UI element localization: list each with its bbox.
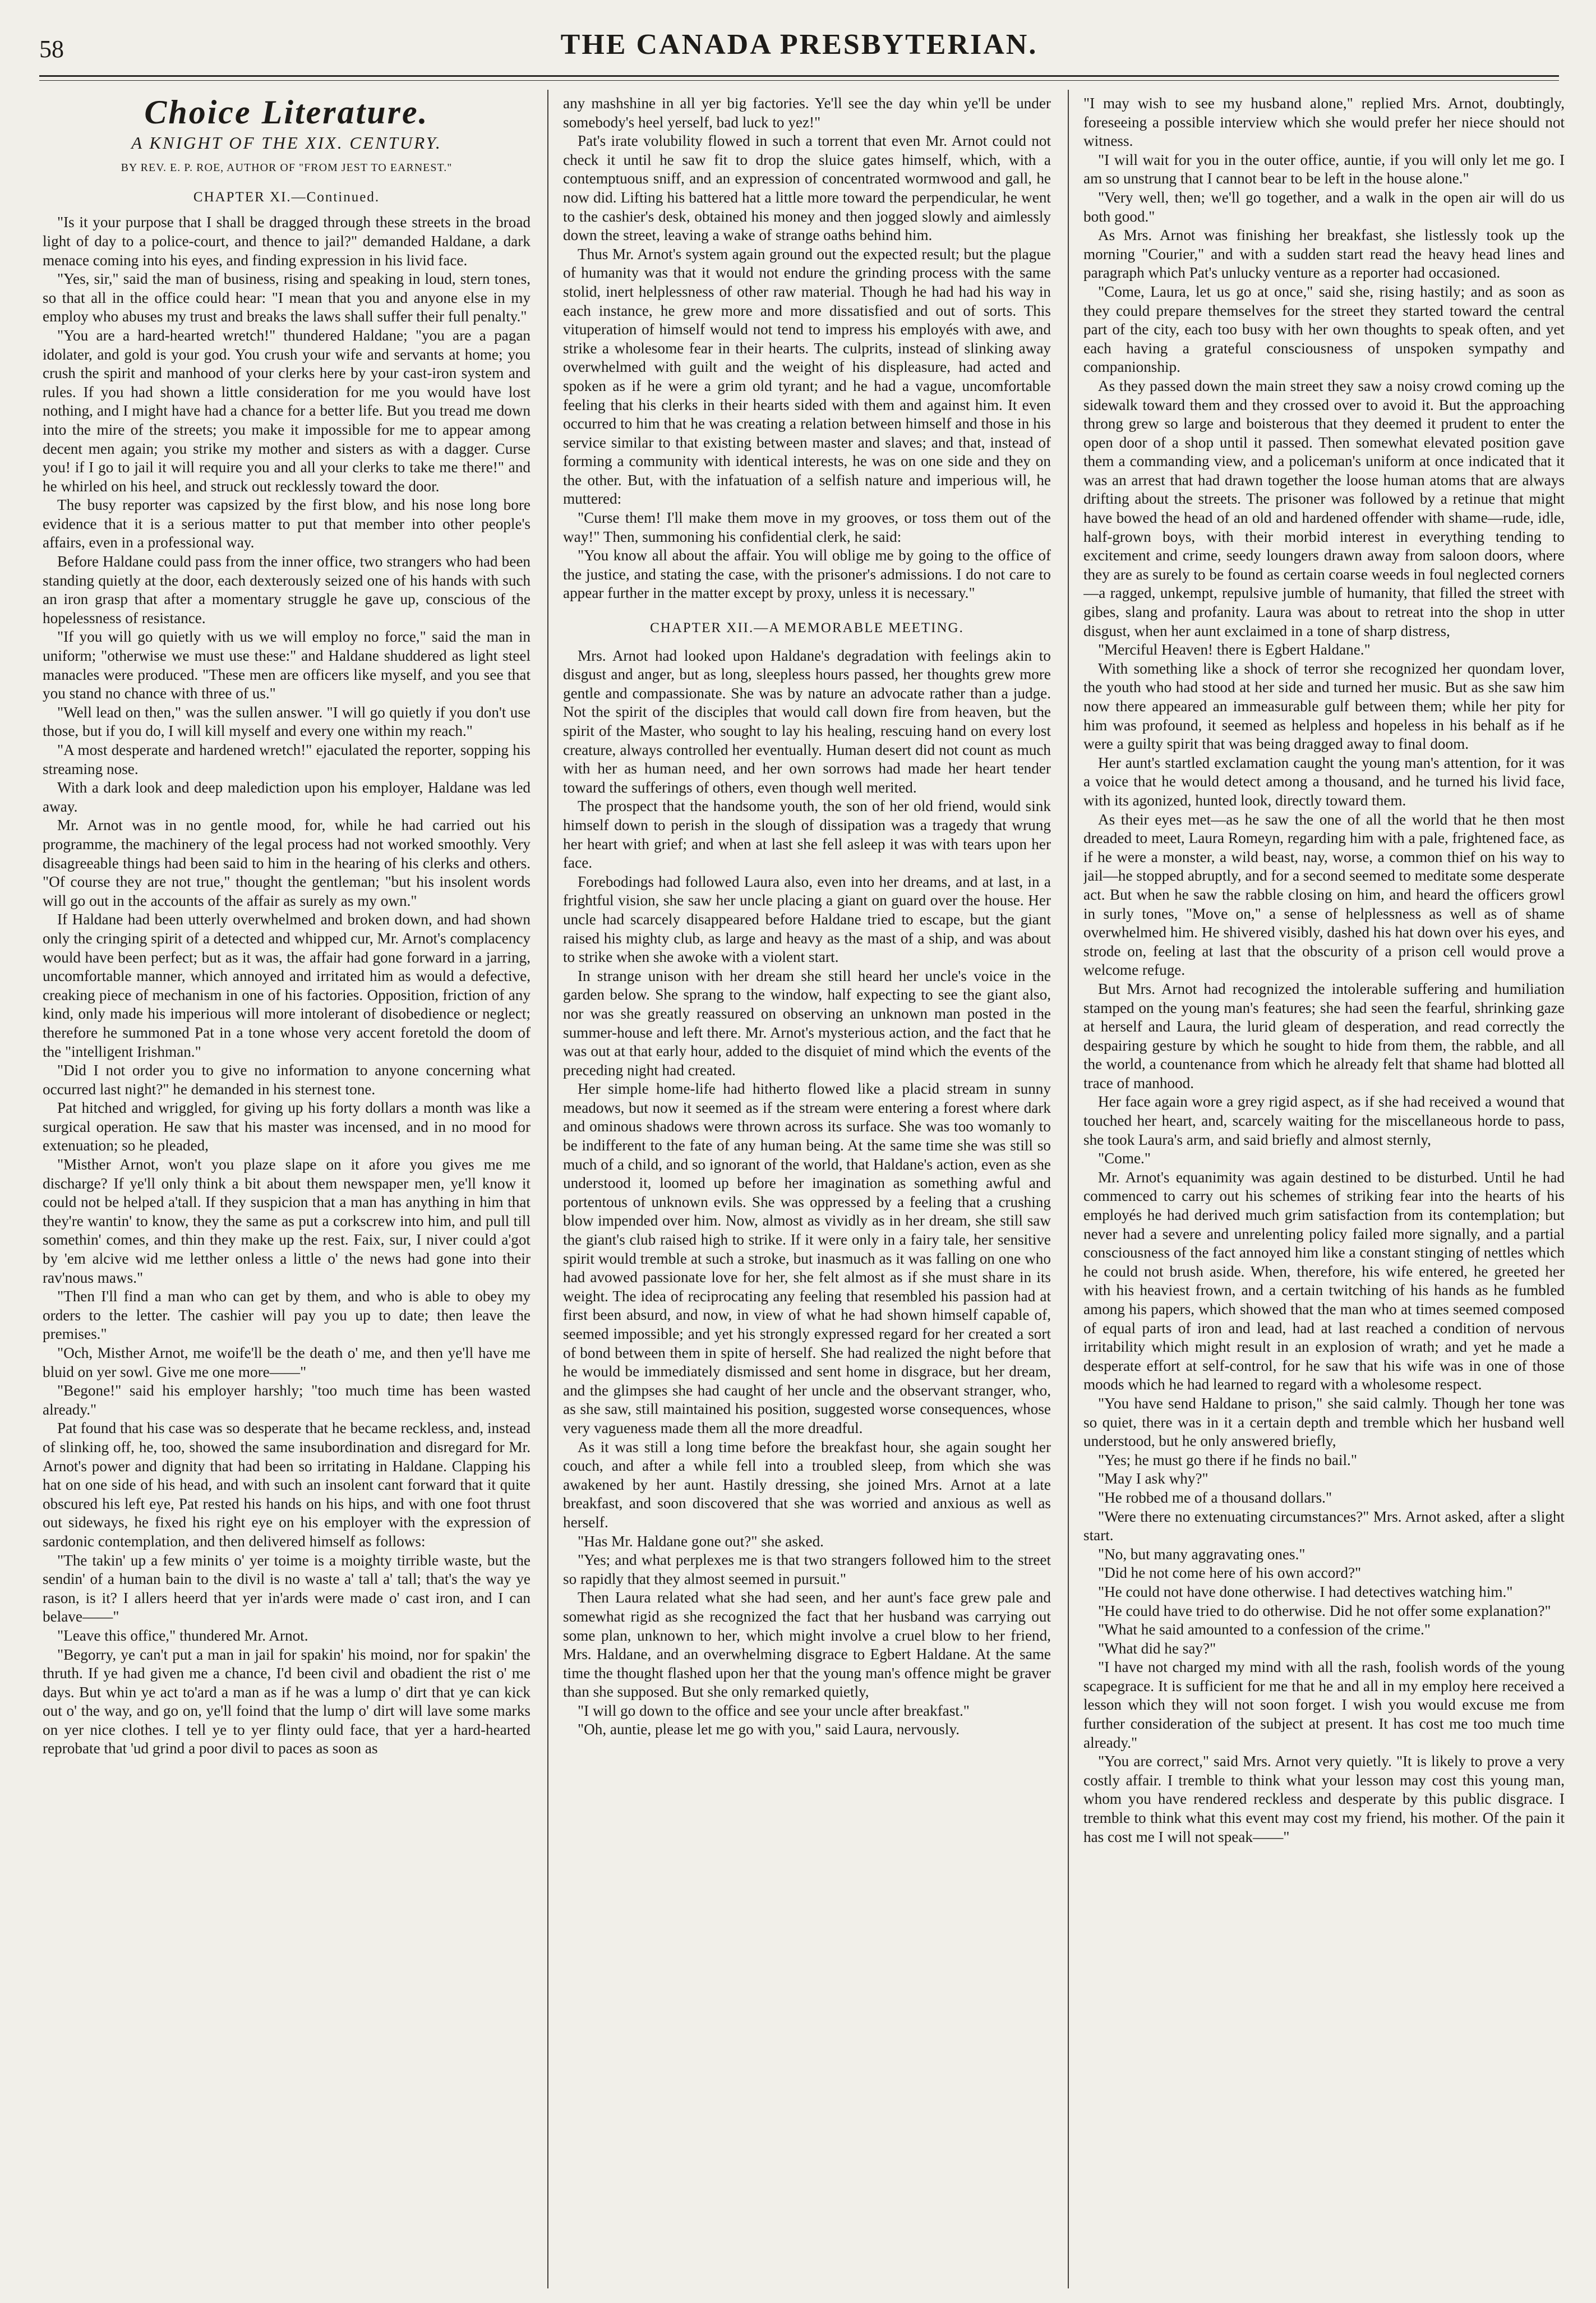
section-heading: Choice Literature. xyxy=(144,94,429,131)
paragraph: "Come, Laura, let us go at once," said she, rising hastily; and as soon as they could prepare themselves for the street they started toward the central part of the city, each too busy with her own thoughts to speak often, and yet each having a grateful consciousness of unspoken sympathy and companionship. xyxy=(1083,283,1565,376)
paragraph: "Och, Misther Arnot, me woife'll be the death o' me, and then ye'll have me bluid on yer sowl. Give me one more——" xyxy=(43,1344,531,1380)
paragraph: Mrs. Arnot had looked upon Haldane's degradation with feelings akin to disgust and anger, but as long, sleepless hours passed, her thoughts grew more gentle and compassionate. She was by nature an advocate rather than a judge. Not the spirit of the disciples that would call down fire from heaven, but the spirit of the Master, who sought to lay his healing, rescuing hand on every lost creature, always controlled her eventually. Human desert did not count as much with her as human need, and her own sorrows had made her heart tender toward the sufferings of others, even though well merited. xyxy=(563,647,1051,796)
paragraph: "Has Mr. Haldane gone out?" she asked. xyxy=(578,1532,824,1550)
paragraph: But Mrs. Arnot had recognized the intolerable suffering and humiliation stamped on the young man's features; she had seen the fearful, shrinking gaze at herself and Laura, the lurid gleam of desperation, and read correctly the despairing gesture by which he sought to hide from them, the rabble, and all the world, a countenance from which he already felt that shame had blotted all trace of manhood. xyxy=(1083,980,1565,1091)
column-divider-2 xyxy=(1068,90,1069,2288)
paragraph: "Did I not order you to give no information to anyone concerning what occurred last night?" he demanded in his sternest tone. xyxy=(43,1062,531,1098)
paragraph: "May I ask why?" xyxy=(1098,1470,1208,1487)
paragraph: Thus Mr. Arnot's system again ground out the expected result; but the plague of humanity was that it would not endure the grinding process with the same stolid, inert helplessness of other raw material. Though he had had his way in each instance, he grew more and more dissatisfied and out of sorts. This vituperation of himself would not tend to impress his employés with awe, and strike a wholesome fear in their hearts. The culprits, instead of slinking away overwhelmed with guilt and the weight of his displeasure, had acted and spoken as if he were a grim old tyrant; and he had a vague, uncomfortable feeling that his clerks in their hearts sided with them and against him. It even occurred to him that he was creating a relation between himself and those in his service similar to that existing between master and slaves; and that, instead of forming a community with identical interests, he was on one side and they on the other. But, with the infatuation of a selfish nature and imperious will, he muttered: xyxy=(563,245,1051,508)
column-2-part-1 xyxy=(563,94,1051,603)
paragraph: As it was still a long time before the breakfast hour, she again sought her couch, and after a while fell into a troubled sleep, from which she was awakened by her aunt. Hastily dressing, she joined Mrs. Arnot at a late breakfast, and soon discovered that she was worried and anxious as well as herself. xyxy=(563,1438,1051,1531)
header-rule xyxy=(39,75,1559,77)
header-rule-thin xyxy=(39,80,1559,81)
page-header xyxy=(39,28,1559,67)
paragraph: The prospect that the handsome youth, the son of her old friend, would sink himself down to perish in the slough of dissipation was a tragedy that wrung her heart with grief; and when at last she fell asleep it was with tears upon her face. xyxy=(563,798,1051,872)
paragraph: Pat found that his case was so desperate that he became reckless, and, instead of slinking off, he, too, showed the same insubordination and disregard for Mr. Arnot's power and dignity that had been so irritating in Haldane. Clapping his hat on one side of his head, and with such an insolent cant forward that it quite obscured his left eye, Pat rested his hands on his hips, and with one foot thrust out sideways, he fixed his right eye on his employer with the expression of sardonic contemplation, and then delivered himself as follows: xyxy=(43,1420,531,1550)
paragraph: "Come." xyxy=(1098,1150,1151,1167)
column-1 xyxy=(43,94,531,2282)
paragraph: "No, but many aggravating ones." xyxy=(1098,1545,1306,1563)
paragraph: "Merciful Heaven! there is Egbert Haldane." xyxy=(1098,641,1371,658)
paragraph: "Yes; and what perplexes me is that two strangers followed him to the street so rapidly that they almost seemed in pursuit." xyxy=(563,1551,1051,1587)
paragraph: "He could have tried to do otherwise. Did he not offer some explanation?" xyxy=(1098,1602,1551,1619)
chapter-heading: CHAPTER XII.—A MEMORABLE MEETING. xyxy=(650,620,964,636)
paragraph: As their eyes met—as he saw the one of all the world that he then most dreaded to meet, Laura Romeyn, regarding him with a pale, frightened face, as if he were a monster, a wild beast, nay, worse, a common thief on his way to jail—he stopped abruptly, and for a second seemed to meditate some desperate act. But when he saw the rabble closing on him, and heard the officers growl in surly tones, "Move on," a sense of helplessness as well as of shame overwhelmed him. He shivered visibly, dashed his hat down over his eyes, and strode on, feeling at last that the obscurity of a prison cell would prove a welcome refuge. xyxy=(1083,810,1565,979)
paragraph: Her simple home-life had hitherto flowed like a placid stream in sunny meadows, but now it seemed as if the stream were entering a forest where dark and ominous shadows were thrown across its surface. She was too womanly to be indifferent to the fate of any human being. At the same time she was still so much of a child, and so ignorant of the world, that Haldane's action, even as she understood it, loomed up before her imagination as something awful and portentous of unknown evils. She was oppressed by a feeling that a crushing blow impended over him. Now, almost as vividly as in her dream, she still saw the giant's club raised high to strike. If it were only in a fairy tale, her sensitive spirit would tremble at such a stroke, but inasmuch as it was falling on one who had avowed passionate love for her, she felt almost as if she must share in its weight. The idea of reciprocating any feeling that resembled his passion had at first been absurd, and now, in view of what he had shown himself capable of, seemed impossible; and yet his strongly expressed regard for her created a sort of bond between them in spite of herself. She had realized the night before that he would be immediately dismissed and sent home in disgrace, but her dream, and the glimpses she had caught of her uncle and the observant stranger, who, as she saw, still maintained his position, suggested worse consequences, whose very vagueness made them all the more dreadful. xyxy=(563,1080,1051,1436)
chapter-heading: CHAPTER XI.—Continued. xyxy=(193,189,380,205)
paragraph: "Oh, auntie, please let me go with you," said Laura, nervously. xyxy=(578,1721,960,1738)
paragraph: "Did he not come here of his own accord?" xyxy=(1098,1564,1362,1582)
paragraph: Pat's irate volubility flowed in such a torrent that even Mr. Arnot could not check it until he saw fit to drop the sluice gates himself, which, with a contemptuous sniff, and an expression of concentrated wormwood and gall, he now did. Lifting his battered hat a little more toward the perpendicular, he went to the cashier's desk, obtained his money and then jogged slowly and aimlessly down the street, leaving a wake of strange oaths behind him. xyxy=(563,132,1051,244)
paragraph: "I have not charged my mind with all the rash, foolish words of the young scapegrace. It is sufficient for me that he and all in my employ here received a lesson which they will not soon forget. I wish you would excuse me from further consideration of the subject at present. It has cost me too much time already." xyxy=(1083,1659,1565,1751)
paragraph: "I will go down to the office and see your uncle after breakfast." xyxy=(578,1702,970,1719)
paragraph: "If you will go quietly with us we will employ no force," said the man in uniform; "otherwise we must use these:" and Haldane shuddered as light steel manacles were produced. "These men are officers like myself, and you see that you stand no chance with three of us." xyxy=(43,628,531,702)
paragraph: As Mrs. Arnot was finishing her breakfast, she listlessly took up the morning "Courier," and with a sudden start read the heavy head lines and paragraph which Pat's unlucky venture as a reporter had occasioned. xyxy=(1083,227,1565,282)
paragraph: "He could not have done otherwise. I had detectives watching him." xyxy=(1098,1583,1513,1600)
paragraph: "He robbed me of a thousand dollars." xyxy=(1098,1489,1332,1506)
column-2 xyxy=(563,94,1051,2282)
column-2-part-2 xyxy=(563,647,1051,1739)
paragraph: Her aunt's startled exclamation caught the young man's attention, for it was a voice that he would detect among a thousand, and he turned his livid face, with its agonized, hunted look, directly toward them. xyxy=(1083,754,1565,809)
paragraph: "Curse them! I'll make them move in my grooves, or toss them out of the way!" Then, summoning his confidential clerk, he said: xyxy=(563,509,1051,545)
paragraph: The busy reporter was capsized by the first blow, and his nose long bore evidence that it is a serious matter to put that member into other people's affairs, even in a professional way. xyxy=(43,496,531,551)
paragraph: Pat hitched and wriggled, for giving up his forty dollars a month was like a surgical operation. He saw that his master was incensed, and in no mood for extenuation; so he pleaded, xyxy=(43,1099,531,1154)
page-number: 58 xyxy=(39,35,64,63)
story-title: A KNIGHT OF THE XIX. CENTURY. xyxy=(131,132,442,153)
paragraph: "Were there no extenuating circumstances?" Mrs. Arnot asked, after a slight start. xyxy=(1083,1508,1565,1544)
paragraph: "Very well, then; we'll go together, and a walk in the open air will do us both good." xyxy=(1083,188,1565,225)
paragraph: Then Laura related what she had seen, and her aunt's face grew pale and somewhat rigid as she recognized the fact that her husband was carrying out some plan, unknown to her, which might involve a cruel blow to her friend, Mrs. Haldane, and an overwhelming disgrace to Egbert Haldane. At the same time the thought flashed upon her that the young man's offence might be graver than she supposed. But she only remarked quietly, xyxy=(563,1589,1051,1701)
paragraph: Before Haldane could pass from the inner office, two strangers who had been standing quietly at the door, each dexterously seized one of his hands with such an iron grasp that after a momentary struggle he gave up, conscious of the hopelessness of resistance. xyxy=(43,553,531,627)
periodical-title: THE CANADA PRESBYTERIAN. xyxy=(560,29,1038,61)
paragraph: If Haldane had been utterly overwhelmed and broken down, and had shown only the cringing spirit of a detected and whipped cur, Mr. Arnot's complacency would have been perfect; but as it was, the affair had gone forward in a jarring, uncomfortable manner, which annoyed and irritated him as would a defective, creaking piece of mechanism in one of his factories. Opposition, friction of any kind, only made his imperious will more intolerant of disobedience or neglect; therefore he summoned Pat in a tone whose very accent foretold the doom of the "intelligent Irishman." xyxy=(43,911,531,1060)
paragraph: "What did he say?" xyxy=(1098,1639,1216,1657)
paragraph: "You know all about the affair. You will oblige me by going to the office of the justice, and stating the case, with the prisoner's admissions. I do not care to appear further in the matter except by proxy, unless it is necessary." xyxy=(563,547,1051,602)
paragraph: With a dark look and deep malediction upon his employer, Haldane was led away. xyxy=(43,779,531,815)
paragraph: "The takin' up a few minits o' yer toime is a moighty tirrible waste, but the sendin' of a human bain to the divil is no waste a' tall a' tall; that's the way ye rason, is it? I allers heerd that yer in'ards were made o' cast iron, and I can belave——" xyxy=(43,1551,531,1625)
paragraph: "Misther Arnot, won't you plaze slape on it afore you gives me me discharge? If ye'll only think a bit about them newspaper men, ye'll know it could not be helped a'tall. If they suspicion that a man has anything in him that they're wantin' to know, they the same as put a corkscrew into him, and pull till somethin' comes, and thin they make up the rest. Faix, sur, I niver could a'got by 'em alcive wid me letther onless a little o' the news had gone into their rav'nous maws." xyxy=(43,1156,531,1286)
paragraph: "I will wait for you in the outer office, auntie, if you will only let me go. I am so unstrung that I cannot bear to be left in the house alone." xyxy=(1083,151,1565,187)
paragraph: "Yes, sir," said the man of business, rising and speaking in loud, stern tones, so that all in the office could hear: "I mean that you and anyone else in my employ who abuses my trust and breaks the laws shall suffer their full penalty." xyxy=(43,270,531,325)
column-3 xyxy=(1083,94,1565,2282)
paragraph: In strange unison with her dream she still heard her uncle's voice in the garden below. She sprang to the window, half expecting to see the giant also, nor was she greatly reassured on observing an unknown man posted in the summer-house and left there. Mr. Arnot's mysterious action, and the fact that he was out at that early hour, added to the disquiet of mind which the events of the preceding night had created. xyxy=(563,967,1051,1079)
paragraph: "Begorry, ye can't put a man in jail for spakin' his moind, nor for spakin' the thruth. If ye had given me a chance, I'd been civil and obadient the rist o' me days. But whin ye act to'ard a man as if he was a lump o' dirt that ye can kick out o' the way, and go on, ye'll foind that the lump o' dirt will lave some marks on yer nice clothes. I tell ye to yer flinty ould face, that yer a hard-hearted reprobate that 'ud grind a poor divil to paces as soon as xyxy=(43,1646,531,1757)
paragraph: "Well lead on then," was the sullen answer. "I will go quietly if you don't use those, but if you do, I will kill myself and every one within my reach." xyxy=(43,703,531,740)
byline: BY REV. E. P. ROE, AUTHOR OF "FROM JEST TO EARNEST." xyxy=(121,162,453,174)
paragraph: "A most desperate and hardened wretch!" ejaculated the reporter, sopping his streaming nose. xyxy=(43,741,531,777)
column-divider-1 xyxy=(547,90,548,2288)
paragraph: Mr. Arnot's equanimity was again destined to be disturbed. Until he had commenced to carry out his schemes of striking fear into the hearts of his employés he had derived much grim satisfaction from its contemplation; but never had a severe and unrelenting policy failed more signally, and a partial consciousness of the fact annoyed him like a constant stinging of nettles which he could not brush aside. When, therefore, his wife entered, he greeted her with his heaviest frown, and a certain twitching of his hands as he fumbled among his papers, which showed that the man who at times seemed composed of equal parts of iron and lead, had at last reached a condition of nervous irritability which might result in an explosion of wrath; and yet he made a desperate effort at self-control, for he saw that his wife was in one of those moods which he had learned to regard with a wholesome respect. xyxy=(1083,1168,1565,1393)
paragraph: "Yes; he must go there if he finds no bail." xyxy=(1098,1451,1357,1468)
paragraph: "Is it your purpose that I shall be dragged through these streets in the broad light of day to a police-court, and thence to jail?" demanded Haldane, a dark menace coming into his eyes, and finding expression in his livid face. xyxy=(43,214,531,269)
paragraph: "You have send Haldane to prison," she said calmly. Though her tone was so quiet, there was in it a certain depth and tremble which her husband well understood, but he only answered briefly, xyxy=(1083,1394,1565,1450)
paragraph: Forebodings had followed Laura also, even into her dreams, and at last, in a frightful vision, she saw her uncle placing a giant on guard over the house. Her uncle had scarcely disappeared before Haldane tried to escape, but the giant raised his mighty club, as large and heavy as the mast of a ship, and was about to strike when she awoke with a violent start. xyxy=(563,873,1051,966)
paragraph: "You are a hard-hearted wretch!" thundered Haldane; "you are a pagan idolater, and gold is your god. You crush your wife and servants at home; you crush the spirit and manhood of your clerks here by your cast-iron system and rules. If you had shown a little consideration for me you would have lost nothing, and I might have had a chance for a better life. But you tread me down into the mire of the streets; you make it impossible for me to appear among decent men again; you strike my mother and sisters as with a dagger. Curse you! if I go to jail it will require you and all your clerks to take me there!" and he whirled on his heel, and struck out recklessly toward the door. xyxy=(43,326,531,495)
paragraph: As they passed down the main street they saw a noisy crowd coming up the sidewalk toward them and they crossed over to avoid it. But the approaching throng grew so large and boisterous that they deemed it prudent to enter the open door of a shop until it passed. Then somewhat elevated position gave them a commanding view, and a policeman's uniform at once indicated that it was an arrest that had drawn together the loose human atoms that are always drifting about the streets. The prisoner was followed by a retinue that might have bowed the head of an old and hardened offender with shame—rude, idle, half-grown boys, with their morbid interest in everything tending to excitement and crime, seedy loungers drawn away from saloon doors, where they are as surely to be found as certain coarse weeds in foul neglected corners—a ragged, unkempt, repulsive jumble of humanity, that filled the street with gibes, slang and profanity. Laura was about to retreat into the shop in utter disgust, when her aunt exclaimed in a tone of sharp distress, xyxy=(1083,377,1565,639)
paragraph: "Leave this office," thundered Mr. Arnot. xyxy=(57,1627,308,1644)
paragraph: "Begone!" said his employer harshly; "too much time has been wasted already." xyxy=(43,1382,531,1418)
paragraph: "You are correct," said Mrs. Arnot very quietly. "It is likely to prove a very costly affair. I tremble to think what your lesson may cost this young man, whom you have rendered reckless and desperate by this public disgrace. I tremble to think what this event may cost my friend, his mother. Of the pain it has cost me I will not speak——" xyxy=(1083,1753,1565,1845)
paragraph: With something like a shock of terror she recognized her quondam lover, the youth who had stood at her side and turned her music. But as she saw him now there appeared an immeasurable gulf between them; while her pity for him was profound, it seemed as helpless and hopeless in his behalf as if he were a guilty spirit that was being dragged away to final doom. xyxy=(1083,660,1565,753)
paragraph: "What he said amounted to a confession of the crime." xyxy=(1098,1621,1431,1638)
paragraph: any mashshine in all yer big factories. Ye'll see the day whin ye'll be under somebody's heel yerself, bad luck to yez!" xyxy=(563,95,1051,131)
paragraph: Mr. Arnot was in no gentle mood, for, while he had carried out his programme, the machinery of the legal process had not worked smoothly. Very disagreeable things had been said to him in the hearing of his clerks and others. "Of course they are not true," thought the gentleman; "but his insolent words will go out in the accounts of the affair as surely as my own." xyxy=(43,817,531,909)
paragraph: "Then I'll find a man who can get by them, and who is able to obey my orders to the letter. The cashier will pay you up to date; then leave the premises." xyxy=(43,1288,531,1343)
paragraph: "I may wish to see my husband alone," replied Mrs. Arnot, doubtingly, foreseeing a possible interview which she would prefer her niece should not witness. xyxy=(1083,95,1565,150)
paragraph: Her face again wore a grey rigid aspect, as if she had received a wound that touched her heart, and, scarcely waiting for the miscellaneous horde to pass, she took Laura's arm, and said briefly and almost sternly, xyxy=(1083,1093,1565,1148)
